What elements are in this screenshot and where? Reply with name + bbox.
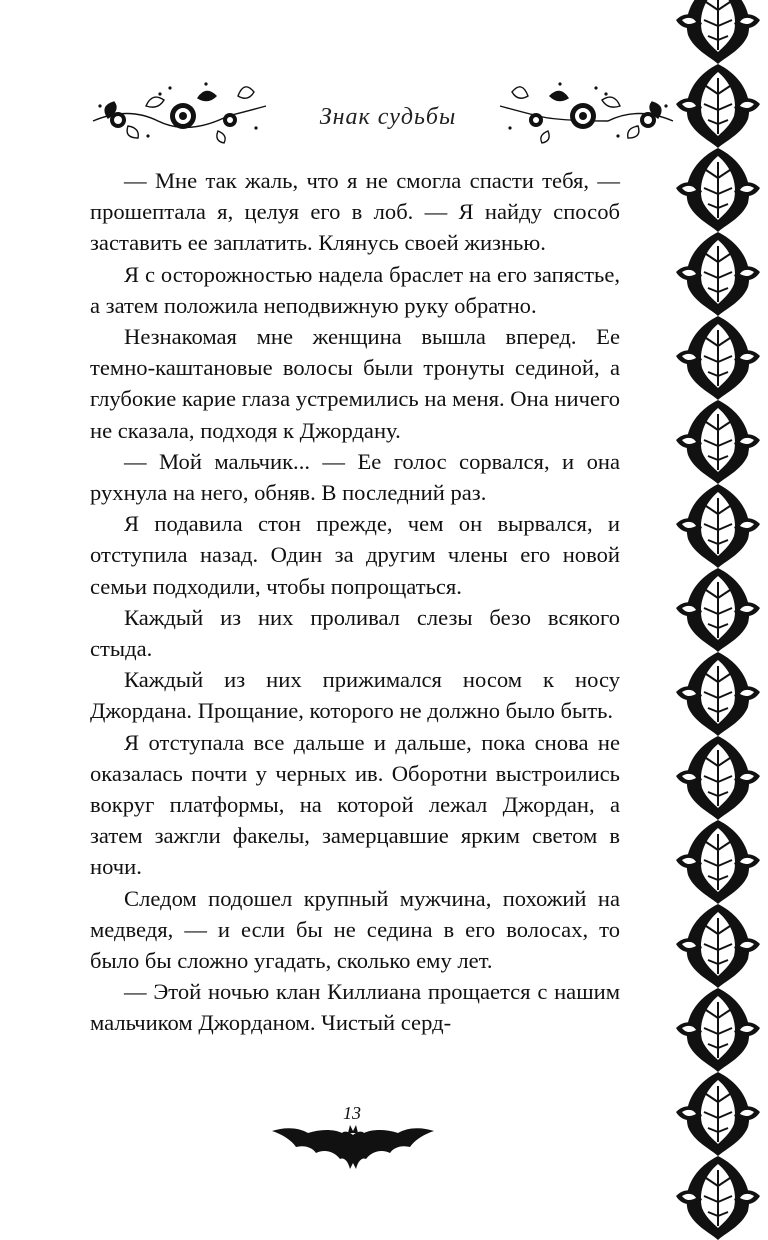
bat-icon [268,1117,438,1173]
floral-border-icon [668,0,768,1240]
body-text [90,165,620,1039]
paragraph: Следом подошел крупный мужчина, похожий на медведя, — и если бы не седина в его волосах, то было бы сложно угадать, сколько ему лет. [90,885,620,974]
rose-ornament-right-icon [498,76,678,146]
floral-border-segment [676,0,760,64]
running-title: Знак судьбы [319,104,457,130]
floral-border-segment [676,820,760,904]
floral-border-segment [676,1072,760,1156]
floral-border-segment [676,484,760,568]
floral-border-segment [676,232,760,316]
paragraph: — Мне так жаль, что я не смогла спасти тебя, — прошептала я, целуя его в лоб. — Я найду способ заставить ее заплатить. Клянусь своей жизнью. [90,168,620,256]
paragraph: — Этой ночью клан Киллиана прощается с нашим мальчиком Джорданом. Чистый серд- [90,979,620,1036]
floral-border-segment [676,652,760,736]
page-header [88,72,628,162]
paragraph: Я с осторожностью надела браслет на его запястье, а затем положила неподвижную руку обратно. [90,261,620,318]
floral-border-segment [676,148,760,232]
floral-border-segment [676,1156,760,1240]
page-footer [268,1103,438,1173]
floral-border-segment [676,64,760,148]
paragraph: Каждый из них проливал слезы безо всякого стыда. [90,604,620,662]
floral-border-segment [676,904,760,988]
floral-border-segment [676,988,760,1072]
page-number: 13 [343,1103,361,1123]
floral-border-segment [676,568,760,652]
floral-border-segment [676,736,760,820]
paragraph: Я подавила стон прежде, чем он вырвался, и отступила назад. Один за другим члены его новой семьи подходили, чтобы попрощаться. [90,511,620,599]
paragraph: Я отступала все дальше и дальше, пока снова не оказалась почти у черных ив. Оборотни выстроились вокруг платформы, на которой лежал Джордан, а затем зажгли факелы, замерцавшие ярким светом в ночи. [90,729,620,880]
floral-border-segment [676,400,760,484]
floral-border-segment [676,316,760,400]
paragraph: Незнакомая мне женщина вышла вперед. Ее темно-каштановые волосы были тронуты сединой, а глубокие карие глаза устремились на меня. Она ничего не сказала, подходя к Джордану. [90,324,620,443]
rose-ornament-left-icon [88,76,268,146]
paragraph: Каждый из них прижимался носом к носу Джордана. Прощание, которого не должно было быть. [90,667,620,724]
paragraph: — Мой мальчик... — Ее голос сорвался, и она рухнула на него, обняв. В последний раз. [90,448,620,506]
